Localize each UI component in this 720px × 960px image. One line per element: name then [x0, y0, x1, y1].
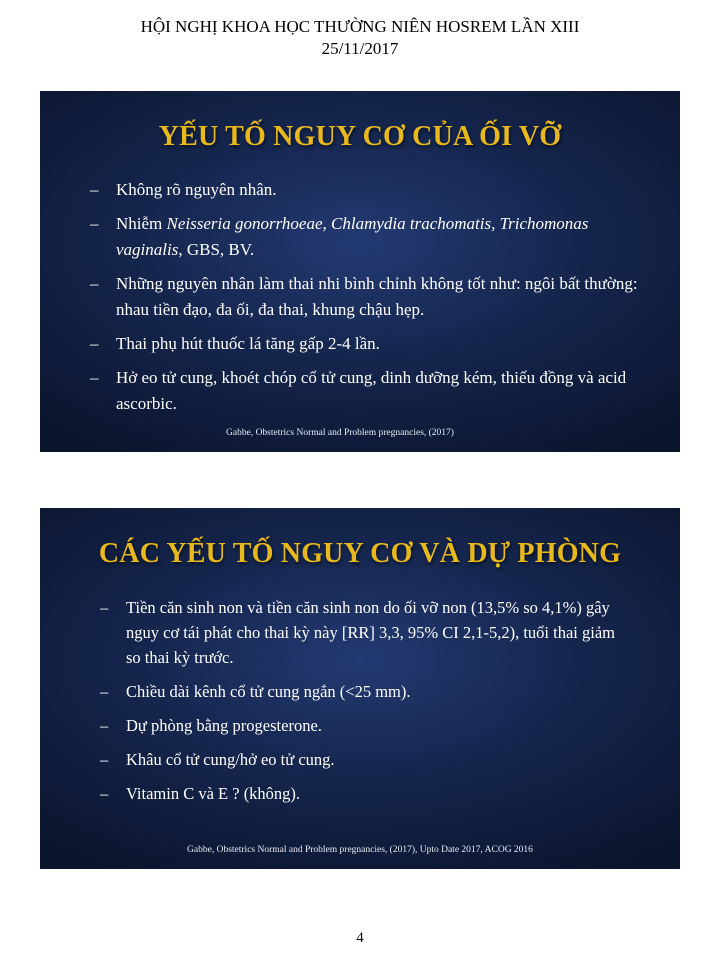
list-item [90, 177, 638, 203]
header-date: 25/11/2017 [321, 39, 399, 58]
item-text: Thai phụ hút thuốc lá tăng gấp 2-4 lần. [116, 334, 380, 353]
bullet-dash: – [90, 334, 99, 353]
citation: Gabbe, Obstetrics Normal and Problem pregnancies, (2017), Upto Date 2017, ACOG 2016 [187, 845, 533, 855]
slide-risk-factors [40, 91, 680, 452]
bullet-dash: – [100, 682, 109, 701]
bullet-dash: – [100, 784, 109, 803]
bullet-dash: – [90, 274, 99, 293]
page-header [0, 16, 720, 60]
list-item [90, 271, 638, 323]
slide-title: YẾU TỐ NGUY CƠ CỦA ỐI VỠ [158, 121, 562, 152]
bullet-dash: – [100, 716, 109, 735]
item-text-prefix: Nhiễm [116, 214, 167, 233]
list-item [100, 679, 620, 704]
bullet-dash: – [100, 750, 109, 769]
item-text: Chiều dài kênh cổ tử cung ngắn (<25 mm). [126, 682, 411, 701]
item-text: Những nguyên nhân làm thai nhi bình chỉnh không tốt như: ngôi bất thường: nhau tiền đạo, đa ối, đa thai, khung chậu hẹp. [116, 274, 638, 319]
list-item [90, 211, 638, 263]
item-text-italic: Neisseria gonorrhoeae, Chlamydia trachomatis, Trichomonas vaginalis [116, 214, 589, 259]
list-item [90, 331, 638, 357]
list-item [100, 713, 620, 738]
item-text: Hở eo tử cung, khoét chóp cổ tử cung, dinh dưỡng kém, thiếu đồng và acid ascorbic. [116, 368, 627, 413]
item-text: Dự phòng bằng progesterone. [126, 716, 322, 735]
list-item [100, 595, 620, 670]
bullet-dash: – [100, 598, 109, 617]
bullet-list [100, 595, 620, 815]
item-text: Khâu cổ tử cung/hở eo tử cung. [126, 750, 335, 769]
header-title: HỘI NGHỊ KHOA HỌC THƯỜNG NIÊN HOSREM LẦN XIII [140, 17, 580, 36]
item-text: Vitamin C và E ? (không). [126, 784, 301, 803]
page-number: 4 [356, 930, 364, 946]
bullet-dash: – [90, 214, 99, 233]
item-text: Tiền căn sinh non và tiền căn sinh non do ối vỡ non (13,5% so 4,1%) gây nguy cơ tái phát cho thai kỳ này [RR] 3,3, 95% CI 2,1-5,2), tuổi thai giảm so thai kỳ trước. [126, 598, 615, 667]
citation: Gabbe, Obstetrics Normal and Problem pregnancies, (2017) [226, 428, 454, 438]
bullet-dash: – [90, 368, 99, 387]
item-text: Không rõ nguyên nhân. [116, 180, 277, 199]
item-text-suffix: , GBS, BV. [178, 240, 255, 259]
list-item [90, 365, 638, 417]
bullet-list [90, 177, 638, 425]
bullet-dash: – [90, 180, 99, 199]
list-item [100, 781, 620, 806]
slide-risk-and-prevention [40, 508, 680, 869]
slide-title: CÁC YẾU TỐ NGUY CƠ VÀ DỰ PHÒNG [98, 538, 622, 569]
list-item [100, 747, 620, 772]
